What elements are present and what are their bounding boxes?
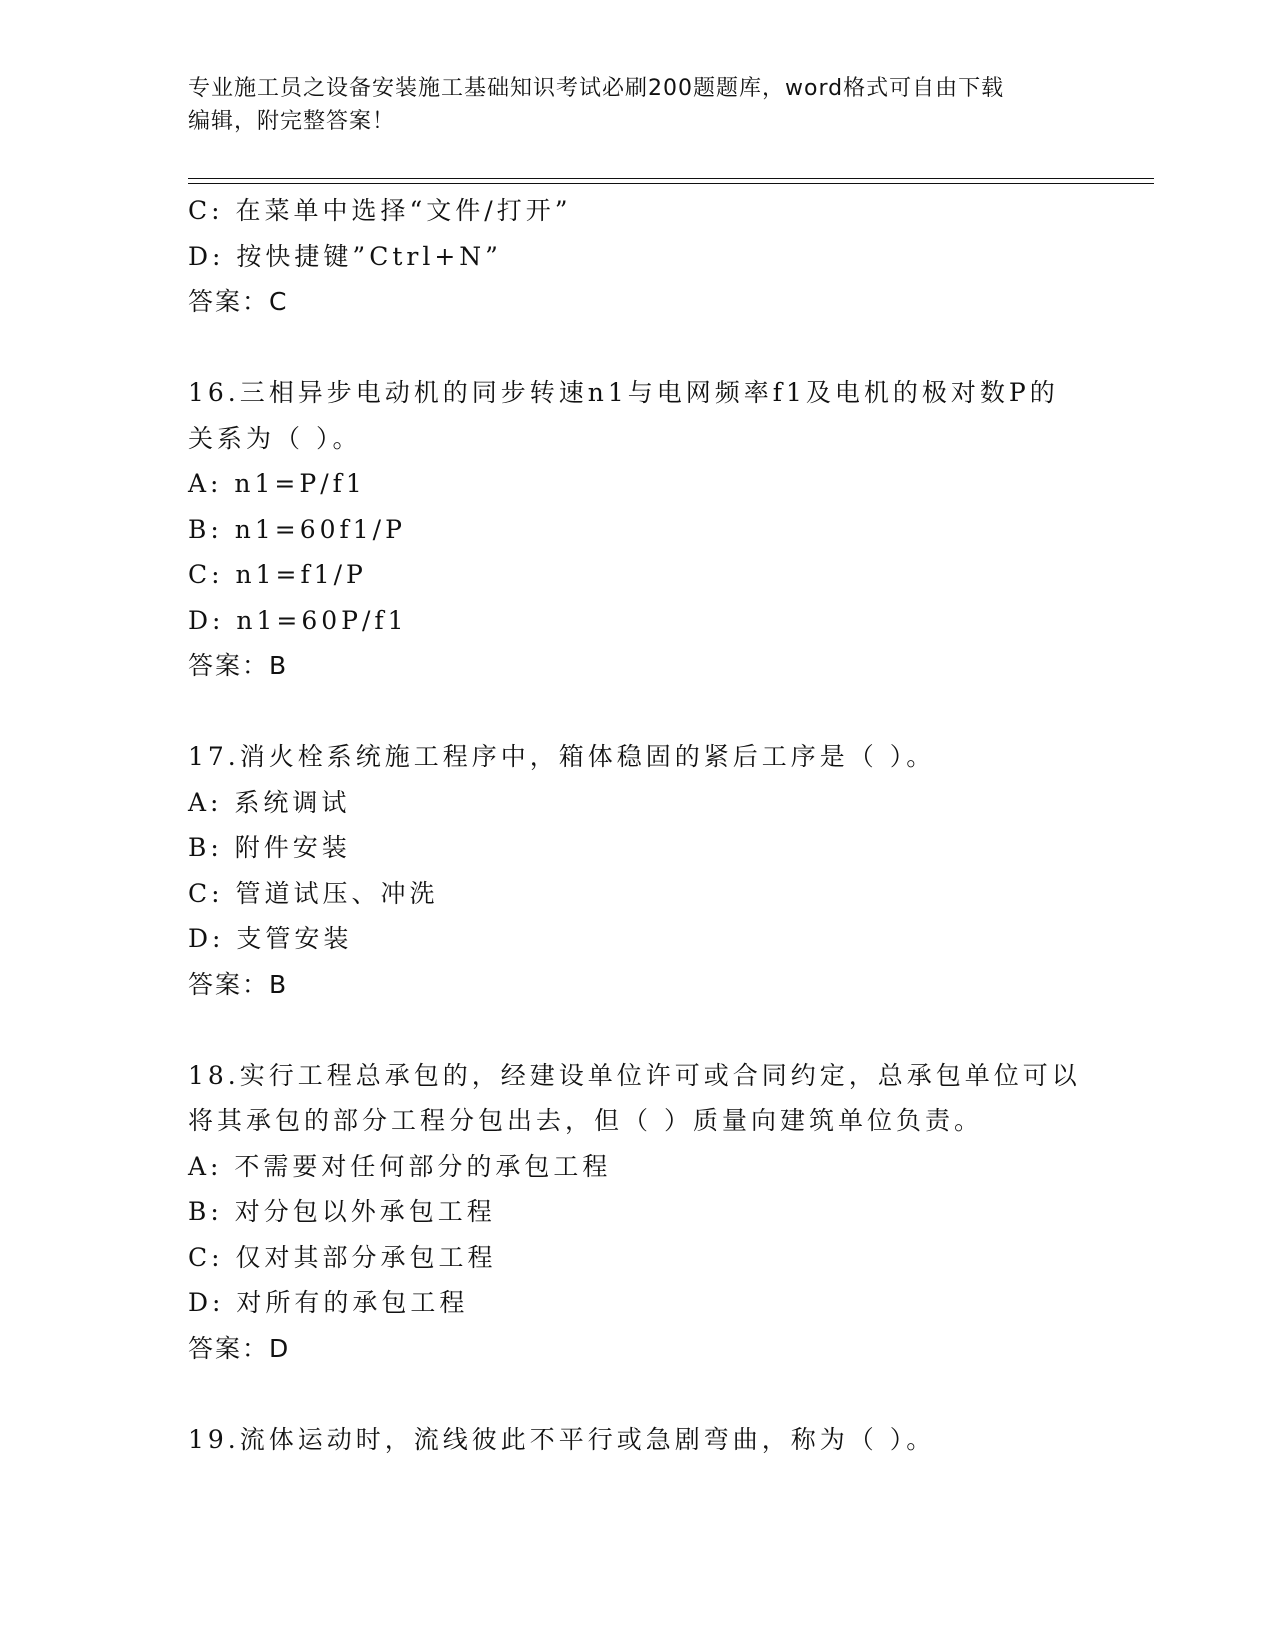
question-text: 将其承包的部分工程分包出去，但（ ）质量向建筑单位负责。: [188, 1106, 983, 1135]
answer-line: 答案：C: [188, 287, 289, 316]
question-text: 19.流体运动时，流线彼此不平行或急剧弯曲，称为（ ）。: [188, 1424, 936, 1454]
option-line: B: n1=60f1/P: [188, 514, 406, 544]
option-line: C: n1=f1/P: [188, 560, 367, 589]
option-line: D: n1=60P/f1: [188, 605, 408, 635]
option-line: C: 在菜单中选择“文件/打开”: [188, 196, 572, 225]
header-rule-thick: [188, 178, 1154, 179]
option-line: D: 按快捷键”Ctrl+N”: [188, 241, 502, 271]
option-line: A: 系统调试: [188, 787, 351, 817]
header-line-2: 编辑，附完整答案！: [188, 109, 396, 134]
option-line: B: 附件安装: [188, 833, 351, 862]
answer-line: 答案：B: [188, 651, 289, 680]
answer-line: 答案：B: [188, 969, 289, 999]
option-line: C: 管道试压、冲洗: [188, 878, 439, 908]
spacer: [188, 1007, 1088, 1053]
option-line: A: n1=P/f1: [188, 469, 366, 498]
header-line-1: 专业施工员之设备安装施工基础知识考试必刷200题题库，word格式可自由下载: [188, 76, 1005, 101]
question-text: 18.实行工程总承包的，经建设单位许可或合同约定，总承包单位可以: [188, 1060, 1081, 1090]
question-text: 17.消火栓系统施工程序中，箱体稳固的紧后工序是（ ）。: [188, 742, 936, 771]
page-header: [188, 72, 1068, 138]
option-line: C: 仅对其部分承包工程: [188, 1242, 497, 1272]
question-text: 关系为（ ）。: [188, 423, 362, 453]
header-rule-thin: [188, 183, 1154, 184]
question-list: [188, 188, 1088, 1462]
answer-line: 答案：D: [188, 1333, 291, 1363]
spacer: [188, 325, 1088, 371]
spacer: [188, 1371, 1088, 1417]
question-text: 16.三相异步电动机的同步转速n1与电网频率f1及电机的极对数P的: [188, 378, 1059, 407]
spacer: [188, 689, 1088, 735]
option-line: D: 对所有的承包工程: [188, 1288, 469, 1317]
option-line: A: 不需要对任何部分的承包工程: [188, 1151, 612, 1181]
option-line: B: 对分包以外承包工程: [188, 1197, 496, 1226]
option-line: D: 支管安装: [188, 924, 353, 953]
